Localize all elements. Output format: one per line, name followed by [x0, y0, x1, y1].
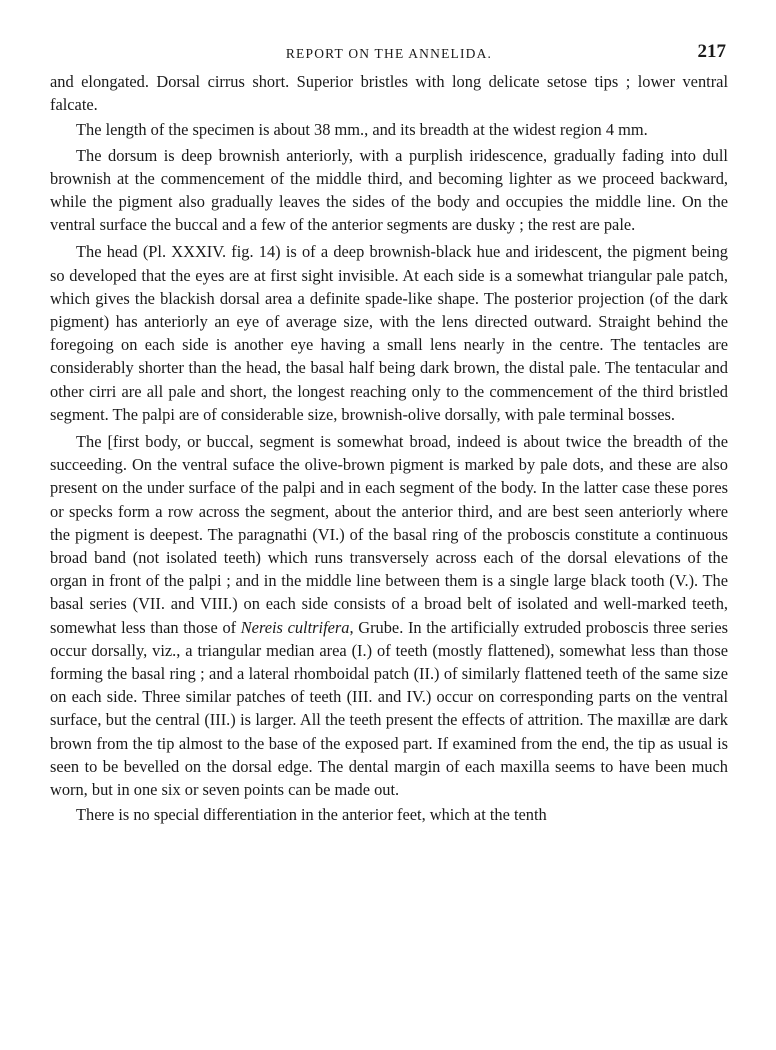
paragraph-buccal-segment [50, 430, 728, 801]
paragraph-head: The head (Pl. XXXIV. fig. 14) is of a deep brownish-black hue and iridescent, the pigment being so developed that the eyes are at first sight invisible. At each side is a somewhat triangular pale patch, which gives the blackish dorsal area a definite spade-like shape. The posterior projection (of the dark pigment) has anteriorly an eye of average size, with the lens directed outward. Straight behind the foregoing on each side is another eye having a small lens nearly in the centre. The tentacles are considerably shorter than the head, the basal half being dark brown, the distal pale. The tentacular and other cirri are all pale and short, the longest reaching only to the commencement of the third bristled segment. The palpi are of considerable size, brownish-olive dorsally, with pale terminal bosses. [50, 242, 728, 424]
paragraph-text-part: The [first body, or buccal, segment is somewhat broad, indeed is about twice the breadth of the succeeding. On the ventral suface the olive-brown pigment is marked by pale dots, and these are also present on the under surface of the palpi and in each segment of the body. In the latter case these pores or specks form a row across the segment, about the anterior third, and are best seen anteriorly where the pigment is deepest. The paragnathi (VI.) of the basal ring of the proboscis constitute a continuous broad band (not isolated teeth) which runs transversely across each of the dorsal elevations of the organ in front of the palpi ; and in the middle line between them is a single large black tooth (V.). The basal series (VII. and VIII.) on each side consists of a broad belt of isolated and well-marked teeth, somewhat less than those of [50, 432, 728, 637]
body-text [50, 70, 728, 827]
page-number: 217 [697, 41, 726, 62]
paragraph-text-part: , Grube. In the artificially extruded proboscis three series occur dorsally, viz., a triangular median area (I.) of teeth (mostly flattened), somewhat less than those forming the basal ring ; and a lateral rhomboidal patch (II.) of similarly flattened teeth of the same size on each side. Three similar patches of teeth (III. and IV.) occur on corresponding parts on the ventral surface, but the central (III.) is larger. All the teeth present the effects of attrition. The maxillæ are dark brown from the tip almost to the base of the exposed part. If examined from the end, the tip as usual is seen to be bevelled on the dorsal edge. The dental margin of each maxilla seems to have been much worn, but in one six or seven points can be made out. [50, 617, 728, 800]
paragraph-anterior-feet: There is no special differentiation in the anterior feet, which at the tenth [76, 805, 547, 825]
paragraph-dorsum: The dorsum is deep brownish anteriorly, with a purplish iridescence, gradually fading into dull brownish at the commencement of the middle third, and becoming lighter as we proceed backward, while the pigment also gradually leaves the sides of the body and occupies the middle line. On the ventral surface the buccal and a few of the anterior segments are dusky ; the rest are pale. [50, 145, 728, 235]
running-title: REPORT ON THE ANNELIDA. [285, 46, 493, 61]
page-header [50, 40, 728, 70]
paragraph-measurements: The length of the specimen is about 38 mm., and its breadth at the widest region 4 mm. [76, 120, 648, 140]
paragraph-continuation: and elongated. Dorsal cirrus short. Superior bristles with long delicate setose tips ; lower ventral falcate. [50, 72, 728, 115]
species-name: Nereis cultrifera [240, 617, 350, 637]
